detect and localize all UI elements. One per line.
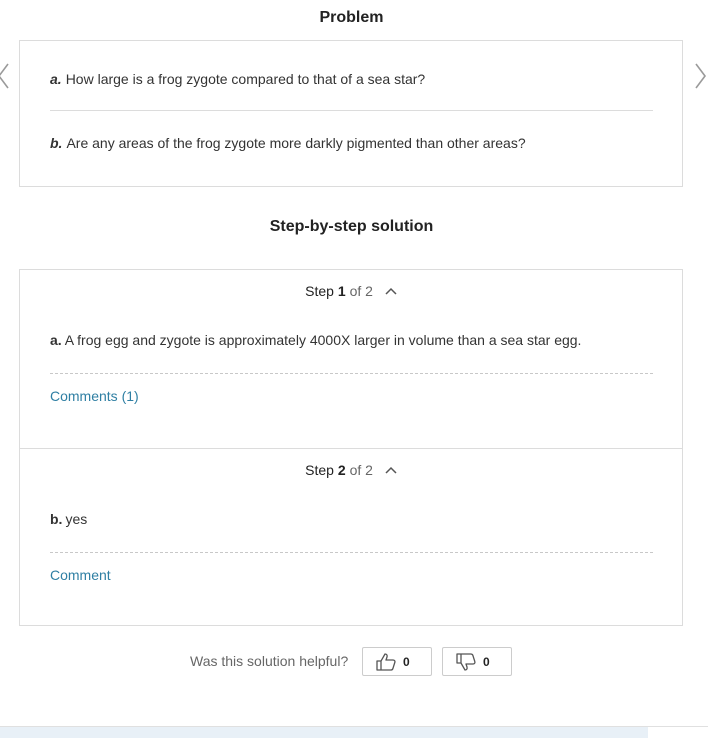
- step-number: 1: [337, 283, 346, 299]
- comment-link[interactable]: Comment: [50, 567, 111, 583]
- downvote-button[interactable]: [442, 647, 512, 676]
- step-panel: [20, 270, 682, 448]
- chevron-right-icon: [694, 62, 708, 90]
- step-label: Step: [305, 462, 334, 478]
- step-text: yes: [65, 511, 88, 527]
- thumbs-down-icon: [455, 652, 477, 672]
- step-header[interactable]: [20, 283, 682, 299]
- prev-arrow-button[interactable]: [0, 62, 10, 90]
- upvote-button[interactable]: [362, 647, 432, 676]
- problem-part-text: Are any areas of the frog zygote more darkly pigmented than other areas?: [66, 135, 526, 151]
- step-divider: [50, 552, 653, 553]
- feedback-question: Was this solution helpful?: [190, 653, 349, 669]
- next-arrow-button[interactable]: [694, 62, 708, 90]
- step-content: [50, 332, 581, 348]
- problem-title: Problem: [319, 9, 384, 26]
- chevron-left-icon: [0, 62, 10, 90]
- solution-steps-card: [19, 269, 683, 626]
- chevron-up-icon[interactable]: [385, 287, 397, 295]
- chevron-up-icon[interactable]: [385, 466, 397, 474]
- problem-part-text: How large is a frog zygote compared to that of a sea star?: [65, 71, 426, 87]
- step-panel: [20, 448, 682, 626]
- downvote-count: 0: [483, 655, 490, 669]
- step-number: 2: [337, 462, 346, 478]
- problem-part-letter: b.: [50, 135, 63, 151]
- step-letter: b.: [50, 511, 63, 527]
- step-text: A frog egg and zygote is approximately 4000X larger in volume than a sea star egg.: [64, 332, 582, 348]
- upvote-count: 0: [403, 655, 410, 669]
- problem-part-b: [50, 135, 526, 151]
- step-content: [50, 511, 87, 527]
- step-total: of 2: [349, 462, 373, 478]
- step-letter: a.: [50, 332, 62, 348]
- step-label: Step: [305, 283, 334, 299]
- step-total: of 2: [349, 283, 373, 299]
- thumbs-up-icon: [375, 652, 397, 672]
- problem-part-a: [50, 71, 425, 87]
- bottom-banner: [0, 727, 648, 738]
- comments-link[interactable]: Comments (1): [50, 388, 139, 404]
- problem-part-letter: a.: [50, 71, 62, 87]
- solution-title: Step-by-step solution: [269, 218, 434, 235]
- step-divider: [50, 373, 653, 374]
- step-header[interactable]: [20, 462, 682, 478]
- problem-divider: [50, 110, 653, 111]
- problem-card: [19, 40, 683, 187]
